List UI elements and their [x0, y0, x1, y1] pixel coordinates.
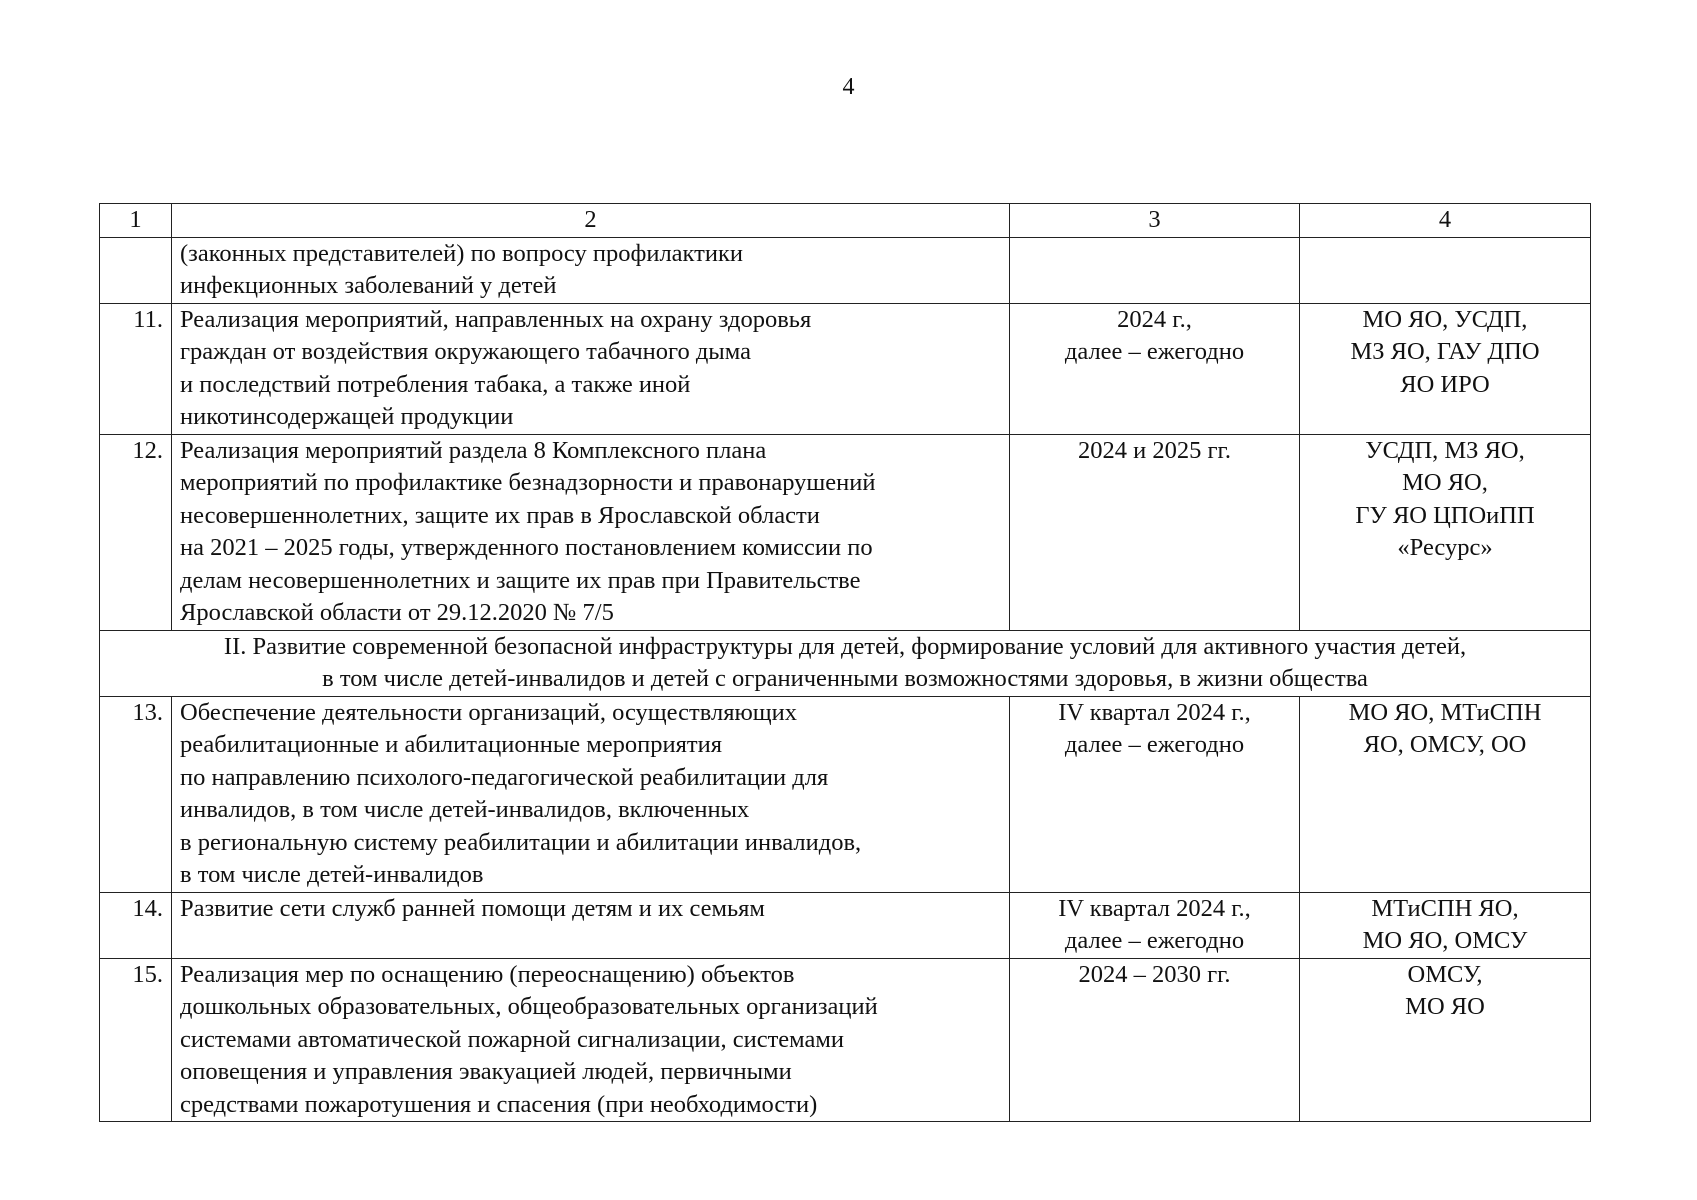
- section-heading: [100, 630, 1591, 696]
- responsible-executors: [1300, 303, 1591, 434]
- text-line: на 2021 – 2025 годы, утвержденного постановлением комиссии по: [180, 534, 873, 561]
- text-line: Развитие сети служб ранней помощи детям и их семьям: [180, 894, 765, 922]
- text-line: II. Развитие современной безопасной инфраструктуры для детей, формирование условий для активного участия детей,: [223, 632, 1467, 660]
- text-line: далее – ежегодно: [1064, 927, 1245, 954]
- item-number: 14.: [100, 892, 172, 958]
- text-line: Ярославской области от 29.12.2020 № 7/5: [180, 599, 614, 626]
- activity-description: [172, 696, 1010, 892]
- deadline-cell: [1010, 892, 1300, 958]
- responsible-executors: [1300, 237, 1591, 303]
- item-number: [100, 237, 172, 303]
- text-line: МО ЯО, УСДП,: [1362, 305, 1528, 333]
- text-line: дошкольных образовательных, общеобразовательных организаций: [180, 993, 878, 1020]
- activity-description: [172, 303, 1010, 434]
- column-number-3: 3: [1010, 204, 1300, 238]
- text-line: и последствий потребления табака, а также иной: [180, 370, 691, 398]
- deadline-cell: [1010, 303, 1300, 434]
- table-row: [100, 892, 1591, 958]
- activity-description: [172, 958, 1010, 1122]
- text-line: Реализация мероприятий раздела 8 Комплексного плана: [180, 436, 767, 464]
- text-line: в региональную систему реабилитации и абилитации инвалидов,: [180, 828, 862, 856]
- section-heading-row: [100, 630, 1591, 696]
- table-row: [100, 696, 1591, 892]
- deadline-cell: [1010, 958, 1300, 1122]
- plan-table: [99, 203, 1591, 1122]
- text-line: оповещения и управления эвакуацией людей, первичными: [180, 1058, 792, 1085]
- deadline-cell: [1010, 434, 1300, 630]
- text-line: несовершеннолетних, защите их прав в Ярославской области: [180, 501, 820, 529]
- page-number: 4: [842, 74, 855, 100]
- text-line: делам несовершеннолетних и защите их прав при Правительстве: [180, 566, 861, 594]
- text-line: Обеспечение деятельности организаций, осуществляющих: [180, 698, 798, 726]
- text-line: в том числе детей-инвалидов: [180, 861, 484, 888]
- responsible-executors: [1300, 892, 1591, 958]
- text-line: МО ЯО,: [1402, 469, 1488, 496]
- text-line: никотинсодержащей продукции: [180, 403, 514, 430]
- column-number-row: [100, 204, 1591, 238]
- text-line: далее – ежегодно: [1064, 338, 1245, 365]
- column-number-4: 4: [1300, 204, 1591, 238]
- text-line: МТиСПН ЯО,: [1371, 894, 1519, 922]
- responsible-executors: [1300, 958, 1591, 1122]
- text-line: МЗ ЯО, ГАУ ДПО: [1350, 338, 1540, 365]
- text-line: 2024 г.,: [1117, 305, 1192, 333]
- text-line: реабилитационные и абилитационные мероприятия: [180, 731, 723, 758]
- text-line: ОМСУ,: [1407, 960, 1483, 988]
- text-line: Реализация мероприятий, направленных на охрану здоровья: [180, 305, 812, 333]
- text-line: (законных представителей) по вопросу профилактики: [180, 239, 743, 267]
- text-line: МО ЯО: [1405, 993, 1485, 1020]
- table-row: [100, 303, 1591, 434]
- table-row: [100, 434, 1591, 630]
- text-line: далее – ежегодно: [1064, 731, 1245, 758]
- activity-description: [172, 434, 1010, 630]
- text-line: МО ЯО, МТиСПН: [1348, 698, 1542, 726]
- continuation-row: [100, 237, 1591, 303]
- text-line: по направлению психолого-педагогической реабилитации для: [180, 763, 829, 791]
- text-line: Реализация мер по оснащению (переоснащению) объектов: [180, 960, 795, 988]
- text-line: «Ресурс»: [1397, 534, 1493, 561]
- column-number-2: 2: [172, 204, 1010, 238]
- text-line: УСДП, МЗ ЯО,: [1365, 436, 1525, 464]
- deadline-cell: [1010, 237, 1300, 303]
- text-line: в том числе детей-инвалидов и детей с ограниченными возможностями здоровья, в жизни общества: [322, 665, 1368, 692]
- activity-description: [172, 892, 1010, 958]
- item-number: 15.: [100, 958, 172, 1122]
- table-row: [100, 958, 1591, 1122]
- text-line: IV квартал 2024 г.,: [1058, 698, 1251, 726]
- text-line: IV квартал 2024 г.,: [1058, 894, 1251, 922]
- text-line: инвалидов, в том числе детей-инвалидов, включенных: [180, 796, 750, 823]
- text-line: граждан от воздействия окружающего табачного дыма: [180, 338, 751, 365]
- item-number: 11.: [100, 303, 172, 434]
- text-line: мероприятий по профилактике безнадзорности и правонарушений: [180, 469, 876, 496]
- item-number: 12.: [100, 434, 172, 630]
- text-line: ЯО, ОМСУ, ОО: [1363, 731, 1527, 758]
- text-line: МО ЯО, ОМСУ: [1362, 927, 1528, 954]
- activity-description: [172, 237, 1010, 303]
- deadline-cell: [1010, 696, 1300, 892]
- column-number-1: 1: [100, 204, 172, 238]
- text-line: средствами пожаротушения и спасения (при необходимости): [180, 1090, 818, 1118]
- text-line: 2024 и 2025 гг.: [1078, 436, 1231, 464]
- text-line: инфекционных заболеваний у детей: [180, 272, 557, 299]
- responsible-executors: [1300, 434, 1591, 630]
- responsible-executors: [1300, 696, 1591, 892]
- text-line: ЯО ИРО: [1400, 370, 1490, 398]
- text-line: ГУ ЯО ЦПОиПП: [1355, 501, 1535, 529]
- text-line: системами автоматической пожарной сигнализации, системами: [180, 1025, 844, 1053]
- text-line: 2024 – 2030 гг.: [1078, 960, 1231, 988]
- item-number: 13.: [100, 696, 172, 892]
